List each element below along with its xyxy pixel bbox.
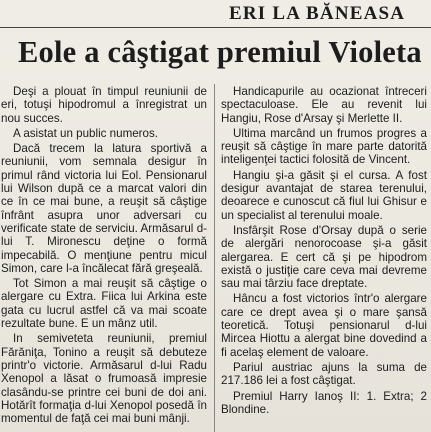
paragraph: In semiveteta reuniunii, premiul Fărăniţa, Tonino a reuşit să debuteze printr'o victorie. Armăsarul d-lui Radu Xenopol a lăsat o frumoasă impresie clasându-se printre cei buni de doi ani. Hotărît formaţia d-lui Xenopol posedă în momentul de faţă cei mai buni mânji.	[1, 332, 207, 426]
article-right-column	[221, 85, 427, 418]
paragraph: Premiul Harry Ianoş II: 1. Extra; 2 Blondine.	[221, 389, 427, 416]
paragraph: Hangiu şi-a găsit şi el cursa. A fost desigur avantajat de starea terenului, deoarece e cunoscut că fiul lui Ghisur e un specialist al terenului moale.	[221, 168, 427, 222]
paragraph: A asistat un public numeros.	[13, 126, 159, 140]
paragraph: Deşi a plouat în timpul reuniunii de eri, totuşi hipodromul a înregistrat un nou succes.	[1, 85, 207, 125]
article-left-column	[1, 85, 207, 427]
header-rule	[0, 27, 431, 28]
column-divider	[214, 84, 215, 432]
paragraph: Handicapurile au ocazionat întreceri spectaculoase. Ele au revenit lui Hangiu, Rose d'Arsay şi Merlette II.	[221, 85, 427, 125]
paragraph: Pariul austriac ajuns la suma de 217.186 lei a fost câştigat.	[221, 360, 427, 388]
headline: Eole a câştigat premiul Violeta	[18, 35, 422, 69]
paragraph: Dacă trecem la latura sportivă a reuniunii, vom semnala desigur în primul rând victoria lui Eol. Pensionarul lui Wilson după ce a marcat valori din ce în ce mai bune, a reuşit să câştige înfrânt asupra unor adversari cu verificate state de serviciu. Armăsarul d-lui T. Mironescu deţine o formă impecabilă. O menţiune pentru micul Simon, care l-a încălecat fără greşeală.	[1, 142, 207, 275]
paragraph: Ultima marcând un frumos progres a reuşit să câştige în mare parte datorită inteligenţei tactici folosită de Vincent.	[221, 126, 427, 167]
paragraph: Insfârşit Rose d'Orsay după o serie de alergări nenorocoase şi-a găsit alergarea. E cert că şi pe hipodrom există o justiţie care ceva mai devreme sau mai târziu face dreptate.	[221, 223, 427, 291]
section-title: ERI LA BĂNEASA	[229, 3, 406, 24]
paragraph: Tot Simon a mai reuşit să câştige o alergare cu Extra. Fiica lui Arkina este gata cu lucrul astfel că va mai scoate rezultate bune. E un mânz util.	[1, 277, 207, 331]
paragraph: Hâncu a fost victorios într'o alergare care ce drept avea şi o mare şansă teoretică. Totuşi pensionarul d-lui Mircea Hiottu a alergat bine dovedind a fi acelaş element de valoare.	[221, 292, 427, 359]
